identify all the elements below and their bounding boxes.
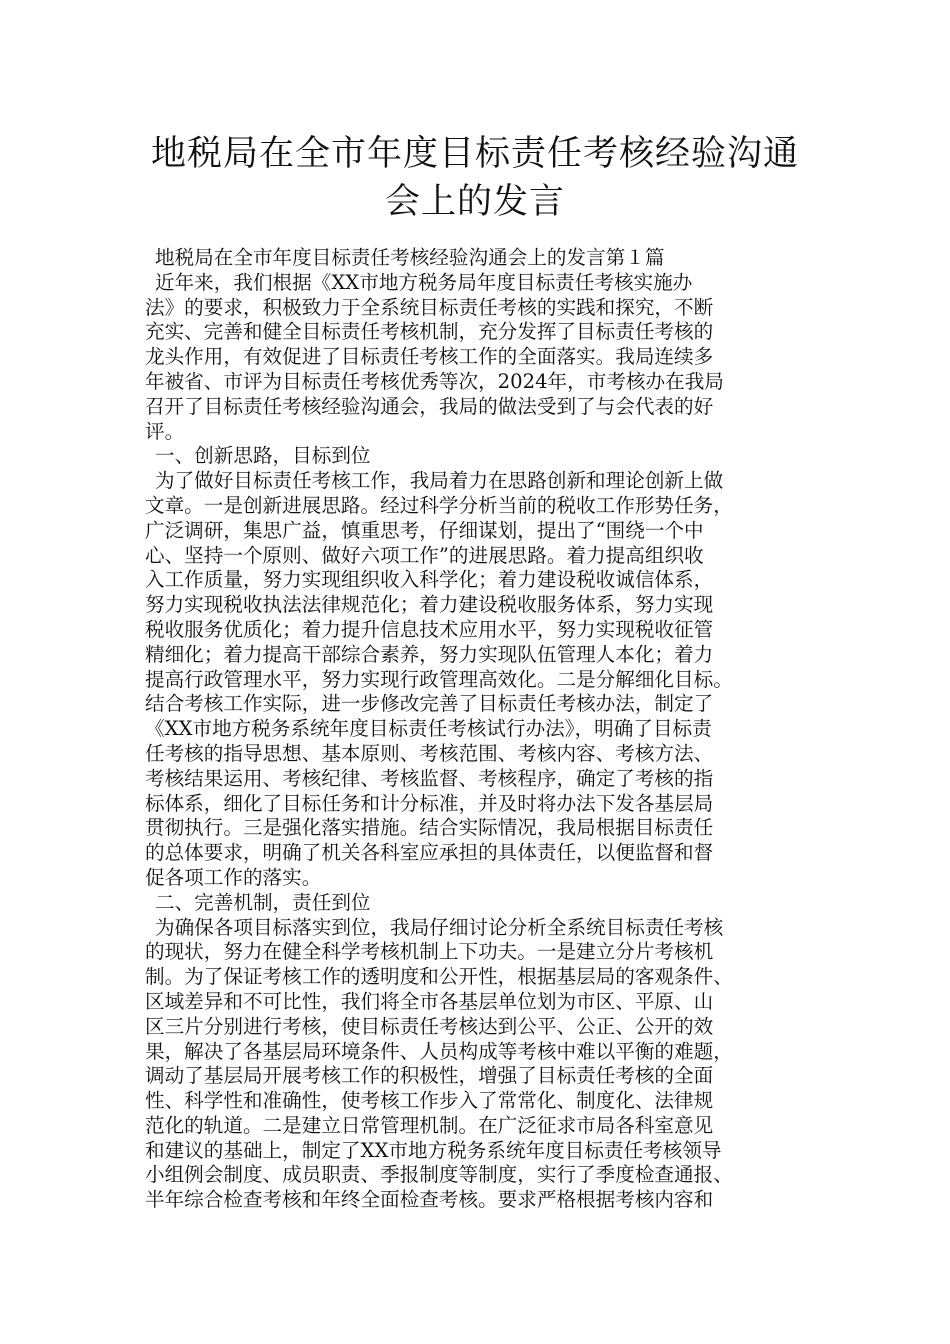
paragraph-line: 龙头作用，有效促进了目标责任考核工作的全面落实。我局连续多 (145, 345, 714, 369)
paragraph-line: 广泛调研，集思广益，慎重思考，仔细谋划，提出了“围绕一个中 (145, 518, 704, 542)
paragraph-line: 精细化；着力提高干部综合素养，努力实现队伍管理人本化；着力 (145, 642, 714, 666)
paragraph-line: 文章。一是创新进展思路。经过科学分析当前的税收工作形势任务， (145, 493, 733, 517)
document-title-line-2: 会上的发言 (384, 182, 565, 222)
paragraph-line: 二、完善机制，责任到位 (155, 890, 371, 914)
paragraph-line: 的总体要求，明确了机关各科室应承担的具体责任，以便监督和督 (145, 841, 714, 865)
paragraph-line: 性、科学性和准确性，使考核工作步入了常常化、制度化、法律规 (145, 1089, 714, 1113)
paragraph-line: 制。为了保证考核工作的透明度和公开性，根据基层局的客观条件、 (145, 965, 733, 989)
paragraph-line: 《XX市地方税务系统年度目标责任考核试行办法》，明确了目标责 (145, 717, 712, 741)
paragraph-line: 果，解决了各基层局环境条件、人员构成等考核中难以平衡的难题， (145, 1039, 733, 1063)
paragraph-line: 地税局在全市年度目标责任考核经验沟通会上的发言第１篇 (155, 246, 665, 269)
paragraph-line: 和建议的基础上，制定了XX市地方税务系统年度目标责任考核领导 (145, 1138, 722, 1162)
paragraph-line: 税收服务优质化；着力提升信息技术应用水平，努力实现税收征管 (145, 617, 714, 641)
paragraph-line: 任考核的指导思想、基本原则、考核范围、考核内容、考核方法、 (145, 741, 714, 765)
paragraph-line: 调动了基层局开展考核工作的积极性，增强了目标责任考核的全面 (145, 1064, 714, 1088)
document-body (145, 246, 817, 1213)
paragraph-line: 评。 (145, 419, 185, 443)
paragraph-line: 努力实现税收执法法律规范化；着力建设税收服务体系，努力实现 (145, 593, 714, 617)
paragraph-line: 标体系，细化了目标任务和计分标准，并及时将办法下发各基层局 (145, 791, 714, 815)
paragraph-line: 半年综合检查考核和年终全面检查考核。要求严格根据考核内容和 (145, 1188, 714, 1212)
paragraph-line: 心、坚持一个原则、做好六项工作”的进展思路。着力提高组织收 (145, 543, 704, 567)
paragraph-line: 的现状，努力在健全科学考核机制上下功夫。一是建立分片考核机 (145, 940, 714, 964)
paragraph-line: 考核结果运用、考核纪律、考核监督、考核程序，确定了考核的指 (145, 766, 714, 790)
paragraph-line: 促各项工作的落实。 (145, 865, 322, 889)
paragraph-line: 小组例会制度、成员职责、季报制度等制度，实行了季度检查通报、 (145, 1163, 733, 1187)
paragraph-line: 年被省、市评为目标责任考核优秀等次，2024年，市考核办在我局 (145, 369, 724, 393)
paragraph-line: 法》的要求，积极致力于全系统目标责任考核的实践和探究，不断 (145, 295, 714, 319)
paragraph-line: 区三片分别进行考核，使目标责任考核达到公平、公正、公开的效 (145, 1014, 714, 1038)
paragraph-line: 召开了目标责任考核经验沟通会，我局的做法受到了与会代表的好 (145, 394, 714, 418)
paragraph-line: 贯彻执行。三是强化落实措施。结合实际情况，我局根据目标责任 (145, 816, 714, 840)
paragraph-line: 结合考核工作实际，进一步修改完善了目标责任考核办法，制定了 (145, 692, 714, 716)
paragraph-line: 近年来，我们根据《XX市地方税务局年度目标责任考核实施办 (155, 270, 693, 294)
paragraph-line: 范化的轨道。二是建立日常管理机制。在广泛征求市局各科室意见 (145, 1113, 714, 1137)
paragraph-line: 一、创新思路，目标到位 (155, 444, 371, 468)
paragraph-line: 为了做好目标责任考核工作，我局着力在思路创新和理论创新上做 (155, 469, 724, 493)
paragraph-line: 充实、完善和健全目标责任考核机制，充分发挥了目标责任考核的 (145, 320, 714, 344)
document-title-line-1: 地税局在全市年度目标责任考核经验沟通 (150, 134, 799, 174)
paragraph-line: 提高行政管理水平，努力实现行政管理高效化。二是分解细化目标。 (145, 667, 733, 691)
paragraph-line: 区域差异和不可比性，我们将全市各基层单位划为市区、平原、山 (145, 989, 714, 1013)
paragraph-line: 为确保各项目标落实到位，我局仔细讨论分析全系统目标责任考核 (155, 915, 724, 939)
paragraph-line: 入工作质量，努力实现组织收入科学化；着力建设税收诚信体系， (145, 568, 714, 592)
